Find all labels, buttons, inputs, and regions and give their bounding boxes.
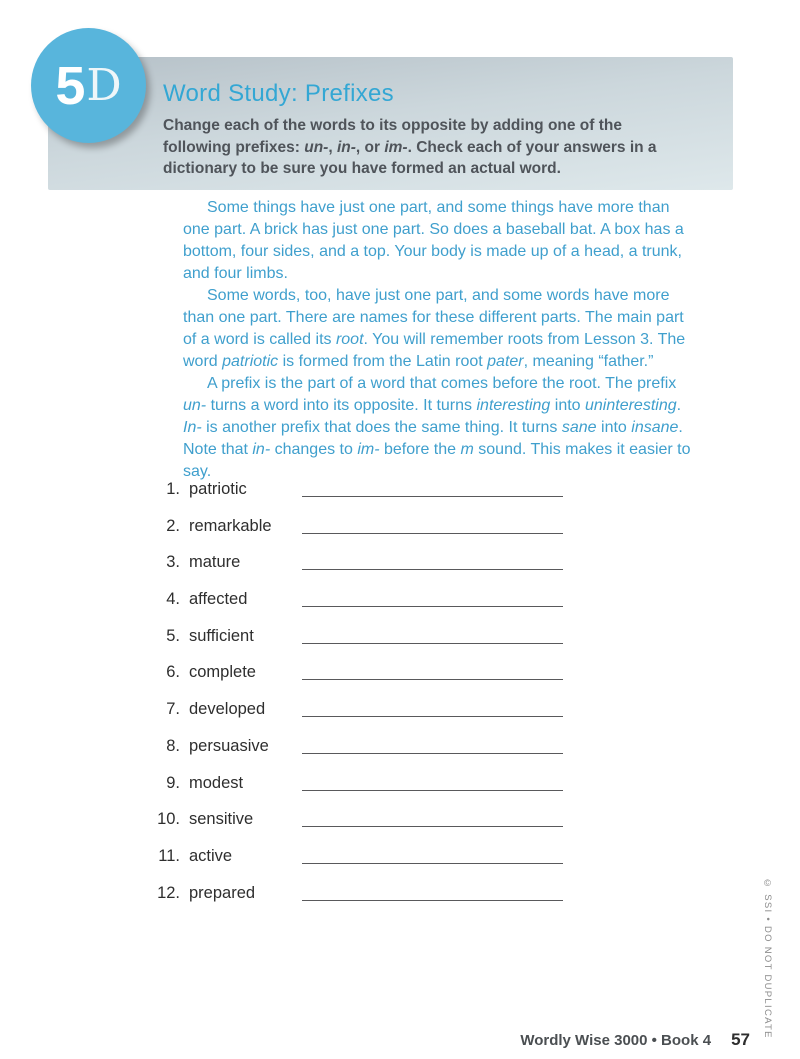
page-title: Word Study: Prefixes [163,80,394,107]
word-list-item [152,590,582,612]
text-segment: . Check each of your answers in a dictionary to be sure you have formed an actual word. [163,138,657,177]
emphasized-text: im- [384,138,408,156]
emphasized-text: patriotic [222,353,279,370]
emphasized-text: root [335,331,364,348]
text-segment: into [550,397,585,414]
item-number: 9. [166,773,180,792]
word-list-item [152,737,582,759]
passage-paragraph [183,285,695,373]
item-word: remarkable [189,516,272,535]
text-segment: , meaning “father.” [523,353,654,370]
lesson-number-badge [31,28,146,143]
item-number: 6. [166,663,180,682]
text-segment: , [328,138,337,156]
emphasized-text: im- [357,441,380,458]
item-number: 8. [166,736,180,755]
text-segment: Change each of the words to its opposite by adding one of the following prefixes: [163,117,622,156]
item-word: sensitive [189,810,254,829]
text-segment: Some words, too, have just one part, and some words have more than one part. There are names for these different parts. The main part of a word is called its [183,287,684,348]
word-list-item [152,553,582,575]
passage [183,197,695,483]
text-segment: is another prefix that does the same thing. It turns [201,419,562,436]
text-segment: , or [355,138,385,156]
item-number: 1. [166,480,180,498]
answer-blank[interactable] [302,825,563,827]
exercise-instructions [163,115,693,180]
answer-blank[interactable] [302,862,563,864]
emphasized-text: uninteresting [585,397,677,414]
item-number: 4. [166,590,180,609]
page-number: 57 [731,1030,750,1049]
emphasized-text: un- [304,138,329,156]
item-number: 2. [166,516,180,535]
word-list-item [152,480,582,502]
answer-blank[interactable] [302,605,563,607]
emphasized-text: pater [487,353,524,370]
answer-blank[interactable] [302,752,563,754]
item-number: 7. [166,700,180,719]
lesson-header-content [48,57,733,180]
word-list-item [152,884,582,906]
word-list-item [152,700,582,722]
item-word: mature [189,553,241,572]
item-word: sufficient [189,626,254,645]
text-segment: before the [379,441,461,458]
answer-blank[interactable] [302,642,563,644]
text-segment: Some things have just one part, and some things have more than one part. A brick has just one part. So does a baseball bat. A box has a bottom, four sides, and a top. Your body is made up of a head, a trunk, and four limbs. [183,199,684,282]
item-word: modest [189,773,244,792]
answer-blank[interactable] [302,899,563,901]
item-word: persuasive [189,736,269,755]
emphasized-text: m [460,441,474,458]
word-list-item [152,663,582,685]
text-segment: sound. This makes it easier to say. [183,441,691,480]
emphasized-text: insane [631,419,679,436]
item-number: 5. [166,626,180,645]
emphasized-text: un- [183,397,207,414]
item-word: prepared [189,883,256,902]
word-list [152,480,582,920]
item-word: affected [189,590,248,609]
item-number: 10. [157,810,180,829]
book-title: Wordly Wise 3000 • Book 4 [520,1032,712,1049]
lesson-number: 5 [55,55,85,116]
answer-blank[interactable] [302,789,563,791]
emphasized-text: interesting [476,397,551,414]
word-list-item [152,627,582,649]
word-list-item [152,517,582,539]
emphasized-text: sane [561,419,597,436]
word-list-item [152,810,582,832]
item-word: active [189,846,233,865]
text-segment: . Note that [183,419,683,458]
lesson-header-band [48,57,733,190]
item-number: 12. [157,883,180,902]
copyright-notice: © SSI • DO NOT DUPLICATE [762,878,773,1039]
item-number: 3. [166,553,180,572]
answer-blank[interactable] [302,568,563,570]
answer-blank[interactable] [302,532,563,534]
page-footer [520,1030,750,1050]
passage-paragraph [183,197,695,285]
emphasized-text: In- [183,419,202,436]
answer-blank[interactable] [302,678,563,680]
passage-paragraph [183,373,695,483]
item-word: developed [189,700,266,719]
text-segment: changes to [270,441,358,458]
emphasized-text: in- [336,138,356,156]
lesson-letter: D [86,59,122,111]
word-list-item [152,774,582,796]
emphasized-text: in- [252,441,271,458]
item-number: 11. [158,846,180,865]
text-segment: is formed from the Latin root [278,353,488,370]
item-word: patriotic [189,480,247,498]
text-segment: turns a word into its opposite. It turns [206,397,477,414]
text-segment: A prefix is the part of a word that comes before the root. The prefix [207,375,677,392]
answer-blank[interactable] [302,715,563,717]
text-segment: into [596,419,632,436]
text-segment: . [676,397,682,414]
text-segment: . You will remember roots from Lesson 3. The word [183,331,686,370]
word-list-item [152,847,582,869]
item-word: complete [189,663,256,682]
answer-blank[interactable] [302,495,563,497]
